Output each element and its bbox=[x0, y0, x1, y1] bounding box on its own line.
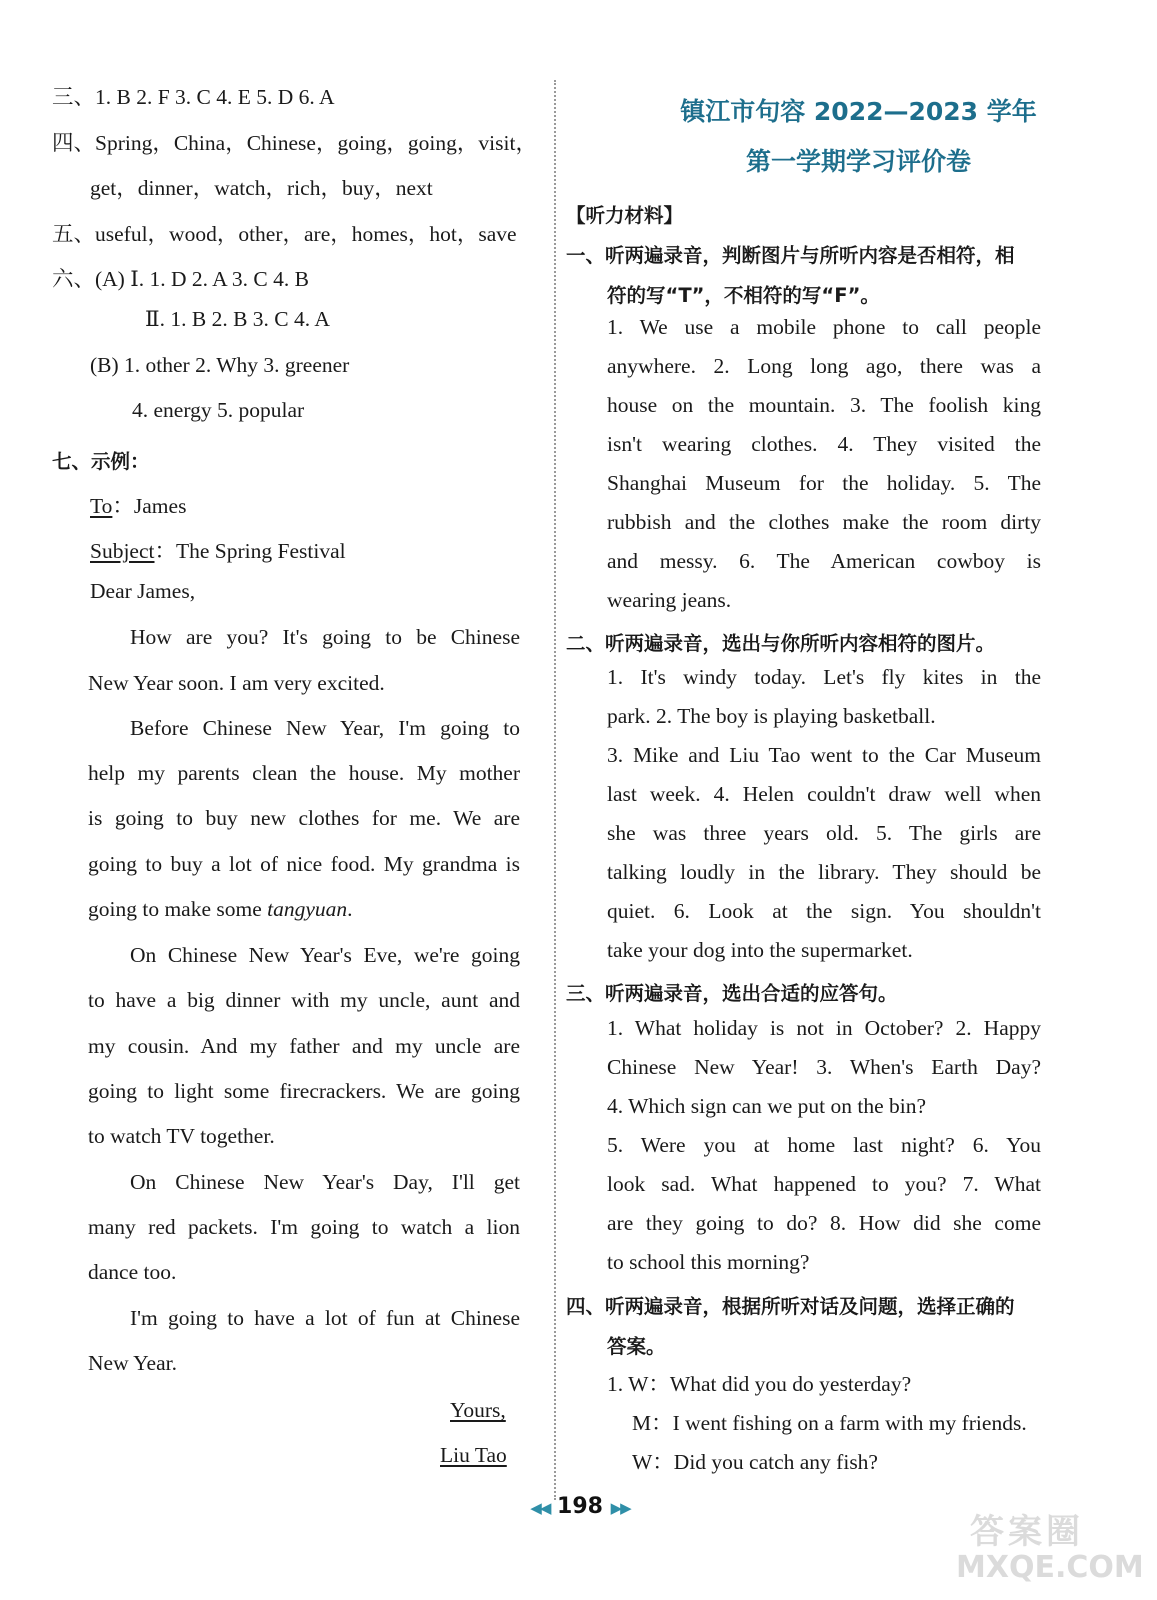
q3-text-line-1: 1. What holiday is not in October? 2. Happy bbox=[607, 1016, 1041, 1040]
q2-text-line-3: 3. Mike and Liu Tao went to the Car Museum bbox=[607, 743, 1041, 767]
q2-text-line-8: take your dog into the supermarket. bbox=[607, 938, 913, 962]
letter-closing: Yours, bbox=[450, 1398, 506, 1422]
email-to-line bbox=[90, 489, 186, 520]
letter-p5-line-1: I'm going to have a lot of fun at Chinese bbox=[130, 1306, 520, 1330]
q2-text-line-2: park. 2. The boy is playing basketball. bbox=[607, 704, 936, 728]
q4-dialogue-line-3: W：Did you catch any fish? bbox=[632, 1450, 878, 1474]
letter-p2-line-2: help my parents clean the house. My mother bbox=[88, 761, 520, 785]
email-subject-label: Subject bbox=[90, 539, 155, 563]
q4-dialogue-line-1: 1. W：What did you do yesterday? bbox=[607, 1372, 912, 1396]
q1-text-line-5: Shanghai Museum for the holiday. 5. The bbox=[607, 471, 1041, 495]
answer-section-4-line-1: 四、Spring，China，Chinese，going，going，visit， bbox=[52, 131, 537, 155]
q1-text-line-3: house on the mountain. 3. The foolish king bbox=[607, 393, 1041, 417]
q3-text-line-5: look sad. What happened to you? 7. What bbox=[607, 1172, 1041, 1196]
q1-text-line-1: 1. We use a mobile phone to call people bbox=[607, 315, 1041, 339]
column-divider bbox=[554, 80, 556, 1500]
exam-title-line-1: 镇江市句容 2022—2023 学年 bbox=[680, 97, 1037, 126]
q2-text-line-1: 1. It's windy today. Let's fly kites in the bbox=[607, 665, 1041, 689]
answer-section-4-line-2: get，dinner，watch，rich，buy，next bbox=[90, 176, 433, 200]
letter-p2-line-1: Before Chinese New Year, I'm going to bbox=[130, 716, 520, 740]
email-to-value: ：James bbox=[112, 494, 187, 518]
q1-text-line-4: isn't wearing clothes. 4. They visited the bbox=[607, 432, 1041, 456]
q2-text-line-5: she was three years old. 5. The girls are bbox=[607, 821, 1041, 845]
q3-text-line-3: 4. Which sign can we put on the bin? bbox=[607, 1094, 927, 1118]
q3-heading: 三、听两遍录音，选出合适的应答句。 bbox=[566, 982, 898, 1005]
answer-section-6-a: 六、(A) Ⅰ. 1. D 2. A 3. C 4. B bbox=[52, 267, 309, 291]
letter-p4-line-1: On Chinese New Year's Day, I'll get bbox=[130, 1170, 520, 1194]
email-greeting: Dear James, bbox=[90, 579, 196, 603]
letter-p4-line-2: many red packets. I'm going to watch a lion bbox=[88, 1215, 520, 1239]
q3-text-line-2: Chinese New Year! 3. When's Earth Day? bbox=[607, 1055, 1041, 1079]
q4-heading-line-1: 四、听两遍录音，根据所听对话及问题，选择正确的 bbox=[566, 1295, 1015, 1318]
answer-section-6-c: (B) 1. other 2. Why 3. greener bbox=[90, 353, 350, 377]
answer-section-7-heading: 七、示例： bbox=[52, 450, 150, 473]
q1-heading-line-1: 一、听两遍录音，判断图片与所听内容是否相符，相 bbox=[566, 244, 1015, 267]
q1-text-line-6: rubbish and the clothes make the room dirty bbox=[607, 510, 1041, 534]
letter-p4-line-3: dance too. bbox=[88, 1260, 177, 1284]
q2-text-line-7: quiet. 6. Look at the sign. You shouldn't bbox=[607, 899, 1041, 923]
letter-p2-line-4: going to buy a lot of nice food. My grandma is bbox=[88, 852, 520, 876]
page-footer bbox=[470, 1494, 690, 1519]
letter-p3-line-4: going to light some firecrackers. We are going bbox=[88, 1079, 520, 1103]
q3-text-line-6: are they going to do? 8. How did she come bbox=[607, 1211, 1041, 1235]
email-subject-value: ：The Spring Festival bbox=[154, 539, 346, 563]
letter-p3-line-2: to have a big dinner with my uncle, aunt and bbox=[88, 988, 520, 1012]
letter-p2-line-5 bbox=[88, 897, 353, 922]
letter-signature: Liu Tao bbox=[440, 1443, 507, 1467]
letter-p3-line-3: my cousin. And my father and my uncle are bbox=[88, 1034, 520, 1058]
q2-heading: 二、听两遍录音，选出与你所听内容相符的图片。 bbox=[566, 632, 996, 655]
q1-text-line-2: anywhere. 2. Long long ago, there was a bbox=[607, 354, 1041, 378]
q3-text-line-7: to school this morning? bbox=[607, 1250, 810, 1274]
q3-text-line-4: 5. Were you at home last night? 6. You bbox=[607, 1133, 1041, 1157]
letter-p2-line-3: is going to buy new clothes for me. We are bbox=[88, 806, 520, 830]
q2-text-line-4: last week. 4. Helen couldn't draw well when bbox=[607, 782, 1041, 806]
watermark-logo bbox=[940, 1500, 1144, 1590]
answer-section-3: 三、1. B 2. F 3. C 4. E 5. D 6. A bbox=[52, 85, 335, 109]
letter-p1-line-1: How are you? It's going to be Chinese bbox=[130, 625, 520, 649]
letter-p5-line-2: New Year. bbox=[88, 1351, 177, 1375]
listening-materials-heading: 【听力材料】 bbox=[566, 204, 684, 227]
watermark-bottom-text: MXQE.COM bbox=[956, 1550, 1144, 1585]
exam-title-line-2: 第一学期学习评价卷 bbox=[745, 147, 971, 176]
answer-section-6-d: 4. energy 5. popular bbox=[132, 398, 305, 422]
previous-page-icon: ◀◀ bbox=[530, 1499, 550, 1517]
tangyuan-word: tangyuan bbox=[267, 897, 348, 921]
q4-dialogue-line-2: M：I went fishing on a farm with my friends. bbox=[632, 1411, 1027, 1435]
next-page-icon: ▶▶ bbox=[610, 1499, 630, 1517]
q1-text-line-8: wearing jeans. bbox=[607, 588, 732, 612]
answer-section-5: 五、useful，wood，other，are，homes，hot，save bbox=[52, 222, 517, 246]
letter-p1-line-2: New Year soon. I am very excited. bbox=[88, 671, 385, 695]
letter-p3-line-1: On Chinese New Year's Eve, we're going bbox=[130, 943, 520, 967]
letter-p2-line-5-end: . bbox=[347, 897, 353, 921]
email-subject-line bbox=[90, 534, 346, 565]
email-to-label: To bbox=[90, 494, 113, 518]
letter-p2-line-5-text: going to make some bbox=[88, 897, 268, 921]
q2-text-line-6: talking loudly in the library. They should be bbox=[607, 860, 1041, 884]
q1-heading-line-2: 符的写“T”，不相符的写“F”。 bbox=[607, 284, 880, 307]
answer-section-6-b: Ⅱ. 1. B 2. B 3. C 4. A bbox=[145, 307, 330, 331]
q4-heading-line-2: 答案。 bbox=[607, 1335, 666, 1358]
q1-text-line-7: and messy. 6. The American cowboy is bbox=[607, 549, 1041, 573]
page-number: 198 bbox=[557, 1494, 603, 1519]
watermark-top-text: 答案圈 bbox=[970, 1512, 1084, 1552]
letter-p3-line-5: to watch TV together. bbox=[88, 1124, 275, 1148]
